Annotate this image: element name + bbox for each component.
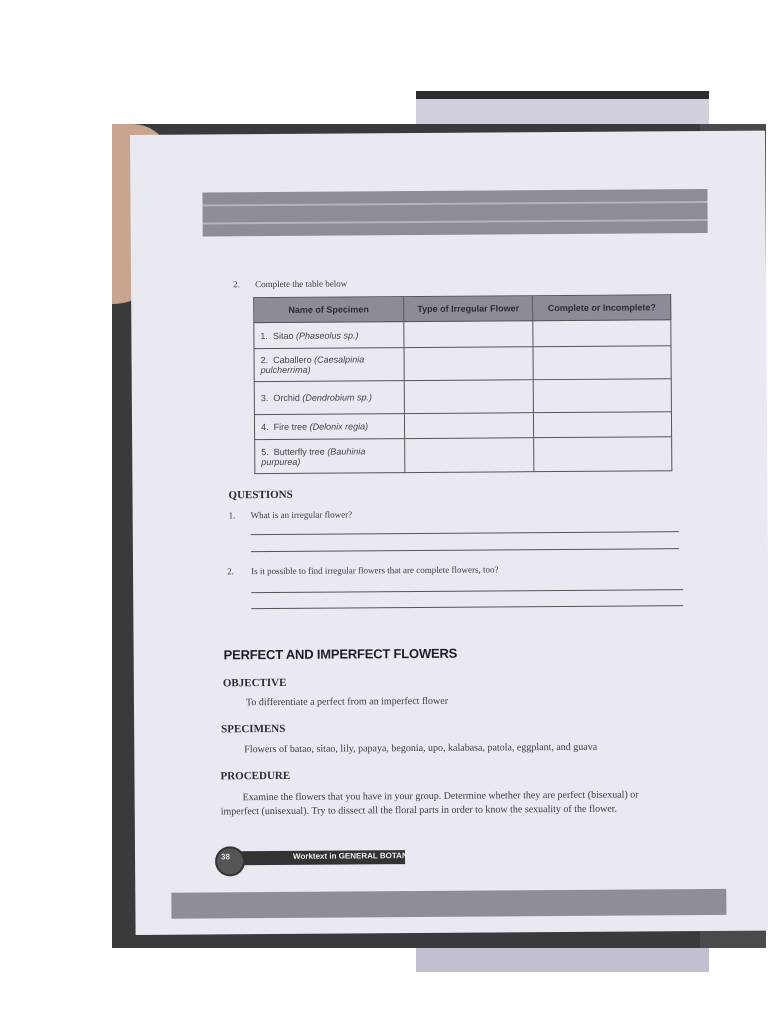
page-number: 38 [221,852,230,862]
question-text: What is an irregular flower? [250,509,353,521]
answer-cell[interactable] [534,379,672,413]
procedure-heading: PROCEDURE [220,769,291,783]
answer-cell[interactable] [404,438,534,473]
specimens-heading: SPECIMENS [221,722,286,736]
table-row: 1. Sitao (Phaseolus sp.) [254,320,671,349]
answer-cell[interactable] [404,321,534,348]
answer-line[interactable] [251,548,679,552]
table-row: 2. Caballero (Caesalpinia pulcherrima) [254,346,671,382]
specimens-text: Flowers of batao, sitao, lily, papaya, begonia, upo, kalabasa, patola, eggplant, and guava [244,741,598,756]
questions-heading: QUESTIONS [228,488,293,502]
table-row: 3. Orchid (Dendrobium sp.) [254,379,671,415]
question-number: 2. [227,566,234,577]
procedure-text-line: imperfect (unisexual). Try to dissect all the floral parts in order to know the sexuality of the flower. [220,803,618,818]
question-text: Is it possible to find irregular flowers that are complete flowers, too? [251,564,499,577]
background-top-strip [416,91,709,125]
answer-cell[interactable] [404,380,534,414]
answer-cell[interactable] [404,347,534,381]
item-number: 2. [233,279,240,290]
table-row: 4. Fire tree (Delonix regia) [254,412,671,440]
answer-line[interactable] [251,531,679,535]
objective-heading: OBJECTIVE [222,676,287,690]
answer-cell[interactable] [534,437,672,472]
footer-banner [171,889,726,919]
worksheet-page [130,131,768,935]
answer-line[interactable] [251,605,683,609]
header-banner [202,189,707,237]
procedure-text-line: Examine the flowers that you have in your group. Determine whether they are perfect (bisexual) or [242,789,639,804]
answer-cell[interactable] [534,412,672,438]
answer-cell[interactable] [533,346,671,380]
specimen-table [253,294,672,474]
answer-cell[interactable] [404,413,534,439]
answer-line[interactable] [251,589,683,593]
underlying-sheet [416,99,709,125]
table-instruction: Complete the table below [255,278,348,290]
table-row: 5. Butterfly tree (Bauhinia purpurea) [255,437,672,474]
column-header: Complete or Incomplete? [533,295,671,321]
background-bottom-strip [416,948,709,972]
answer-cell[interactable] [533,320,671,347]
column-header: Type of Irregular Flower [403,296,533,322]
section-title: PERFECT AND IMPERFECT FLOWERS [223,645,458,663]
footer-title: Worktext in GENERAL BOTANY [293,851,414,861]
objective-text: To differentiate a perfect from an imperfect flower [245,695,449,709]
table-header-row [254,295,671,323]
question-number: 1. [228,510,236,521]
column-header: Name of Specimen [254,297,404,323]
